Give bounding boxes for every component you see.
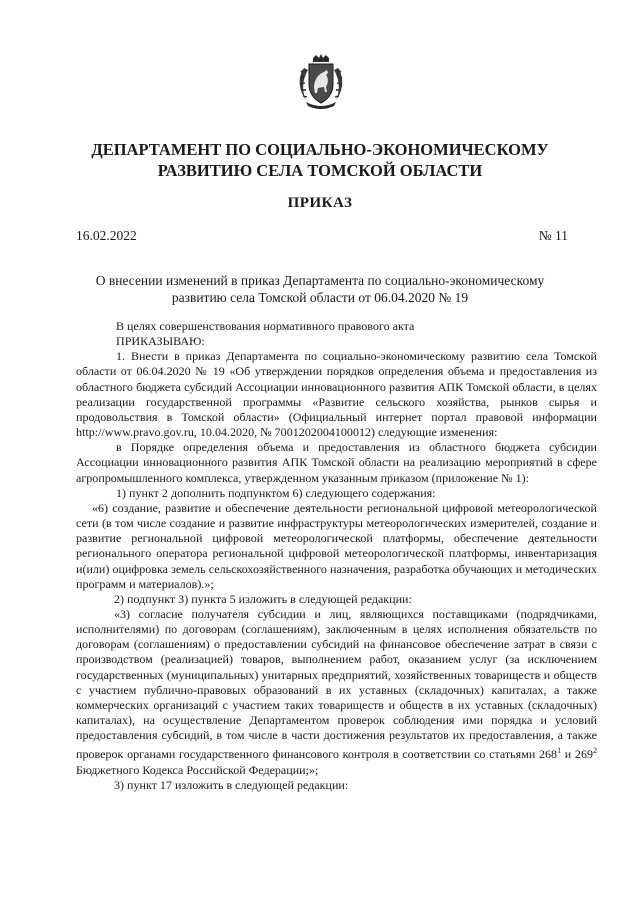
- department-line-1: ДЕПАРТАМЕНТ ПО СОЦИАЛЬНО-ЭКОНОМИЧЕСКОМУ: [91, 140, 549, 159]
- paragraph-6-mid: и 269: [561, 747, 593, 762]
- subject-line-1: О внесении изменений в приказ Департамента по социально-экономическому: [95, 273, 545, 288]
- order-date: 16.02.2022: [76, 228, 137, 243]
- order-subject: [0, 272, 640, 306]
- document-type: ПРИКАЗ: [287, 195, 353, 211]
- paragraph-4-quote: «6) создание, развитие и обеспечение деятельности региональной цифровой метеорологической сети (в том числе создание и развитие инфраструктуры метеорологических измерителей, создание и развитие региональной цифровой метеорологической платформы, обеспечение деятельности регионального оператора региональной цифровой метеорологической платформы, инвентаризация и(или) оцифровка земель сельскохозяйственного назначения, разработка обучающих и методических программ и материалов).»;: [76, 500, 597, 591]
- paragraph-3: 1) пункт 2 дополнить подпунктом 6) следующего содержания:: [116, 485, 436, 500]
- purpose-paragraph: В целях совершенствования нормативного правового акта: [116, 319, 415, 333]
- paragraph-6-end: Бюджетного Кодекса Российской Федерации;»;: [76, 762, 319, 777]
- paragraph-5: 2) подпункт 3) пункта 5 изложить в следующей редакции:: [114, 591, 412, 606]
- paragraph-1: 1. Внести в приказ Департамента по социально-экономическому развитию села Томской области от 06.04.2020 № 19 «Об утверждении порядков определения объема и предоставления из областного бюджета субсидий Ассоциации инновационного развития АПК Томской области, в целях реализации государственной программы «Развитие сельского хозяйства, рынков сырья и продовольствия в Томской области» (Официальный интернет портал правовой информации http://www.pravo.gov.ru, 10.04.2020, № 7001202004100012) следующие изменения:: [76, 349, 597, 440]
- order-body: [76, 319, 597, 793]
- coat-of-arms-icon: [296, 54, 346, 110]
- footnote-sup-2: 2: [593, 746, 597, 756]
- department-line-2: РАЗВИТИЮ СЕЛА ТОМСКОЙ ОБЛАСТИ: [157, 161, 483, 180]
- subject-line-2: развитию села Томской области от 06.04.2020 № 19: [171, 290, 469, 305]
- paragraph-7: 3) пункт 17 изложить в следующей редакции:: [114, 777, 349, 792]
- department-name: [0, 139, 640, 181]
- paragraph-2: в Порядке определения объема и предоставления из областного бюджета субсидии Ассоциации инновационного развития АПК Томской области на реализацию мероприятий в сфере агропромышленного комплекса, утвержденном указанным приказом (приложение № 1):: [76, 440, 597, 485]
- order-number: № 11: [538, 228, 568, 243]
- order-word: ПРИКАЗЫВАЮ:: [116, 334, 205, 349]
- paragraph-6-main: «3) согласие получателя субсидии и лиц, являющихся поставщиками (подрядчиками, исполнителями) по договорам (соглашениям), заключенным в целях исполнения обязательств по договорам (соглашениям) о предоставлении субсидий на финансовое обеспечение затрат в связи с производством (реализацией) товаров, выполнением работ, оказанием услуг (за исключением государственных (муниципальных) унитарных предприятий, хозяйственных товариществ и обществ с участием публично-правовых образований в их уставных (складочных) капиталах, а также коммерческих организаций с участием таких товариществ и обществ в их уставных (складочных) капиталах), на осуществление Департаментом проверок соблюдения ими порядка и условий предоставления субсидий, в том числе в части достижения результатов их предоставления, а также проверок органами государственного финансового контроля в соответствии со статьями 268: [76, 606, 597, 762]
- paragraph-6-quote: [76, 607, 597, 778]
- footnote-sup-1: 1: [557, 746, 562, 756]
